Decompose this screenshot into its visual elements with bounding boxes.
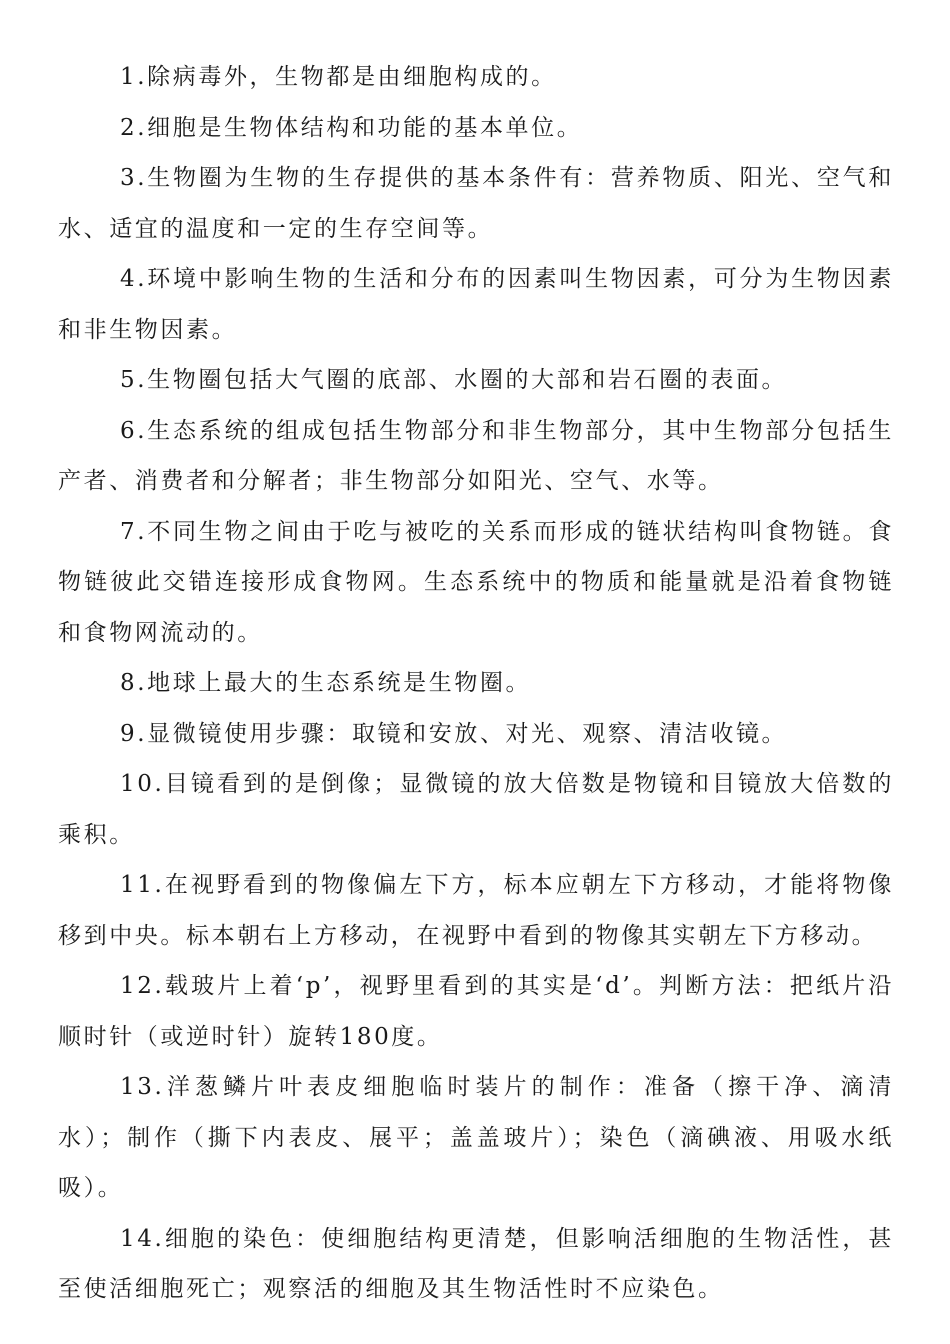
paragraph-9: 9.显微镜使用步骤：取镜和安放、对光、观察、清洁收镜。 [120, 720, 788, 747]
document-page [58, 52, 894, 1315]
paragraph-4: 4.环境中影响生物的生活和分布的因素叫生物因素，可分为生物因素和非生物因素。 [58, 266, 894, 343]
paragraph-8: 8.地球上最大的生态系统是生物圈。 [120, 670, 532, 696]
paragraph-10: 10.目镜看到的是倒像；显微镜的放大倍数是物镜和目镜放大倍数的乘积。 [58, 771, 894, 848]
paragraph-3: 3.生物圈为生物的生存提供的基本条件有：营养物质、阳光、空气和水、适宜的温度和一定的生存空间等。 [58, 165, 894, 242]
paragraph-5: 5.生物圈包括大气圈的底部、水圈的大部和岩石圈的表面。 [120, 367, 788, 393]
paragraph-13: 13.洋葱鳞片叶表皮细胞临时装片的制作：准备（擦干净、滴清水）；制作（撕下内表皮、展平；盖盖玻片）；染色（滴碘液、用吸水纸吸）。 [58, 1074, 894, 1201]
paragraph-12: 12.载玻片上着‘p’，视野里看到的其实是‘d’。判断方法：把纸片沿顺时针（或逆时针）旋转180度。 [58, 973, 894, 1050]
paragraph-1: 1.除病毒外，生物都是由细胞构成的。 [120, 64, 557, 90]
paragraph-2: 2.细胞是生物体结构和功能的基本单位。 [120, 114, 583, 141]
paragraph-11: 11.在视野看到的物像偏左下方，标本应朝左下方移动，才能将物像移到中央。标本朝右上方移动，在视野中看到的物像其实朝左下方移动。 [58, 872, 894, 949]
paragraph-14: 14.细胞的染色：使细胞结构更清楚，但影响活细胞的生物活性，甚至使活细胞死亡；观察活的细胞及其生物活性时不应染色。 [58, 1225, 894, 1302]
paragraph-7: 7.不同生物之间由于吃与被吃的关系而形成的链状结构叫食物链。食物链彼此交错连接形成食物网。生态系统中的物质和能量就是沿着食物链和食物网流动的。 [58, 518, 894, 646]
paragraph-6: 6.生态系统的组成包括生物部分和非生物部分，其中生物部分包括生产者、消费者和分解者；非生物部分如阳光、空气、水等。 [58, 417, 894, 494]
